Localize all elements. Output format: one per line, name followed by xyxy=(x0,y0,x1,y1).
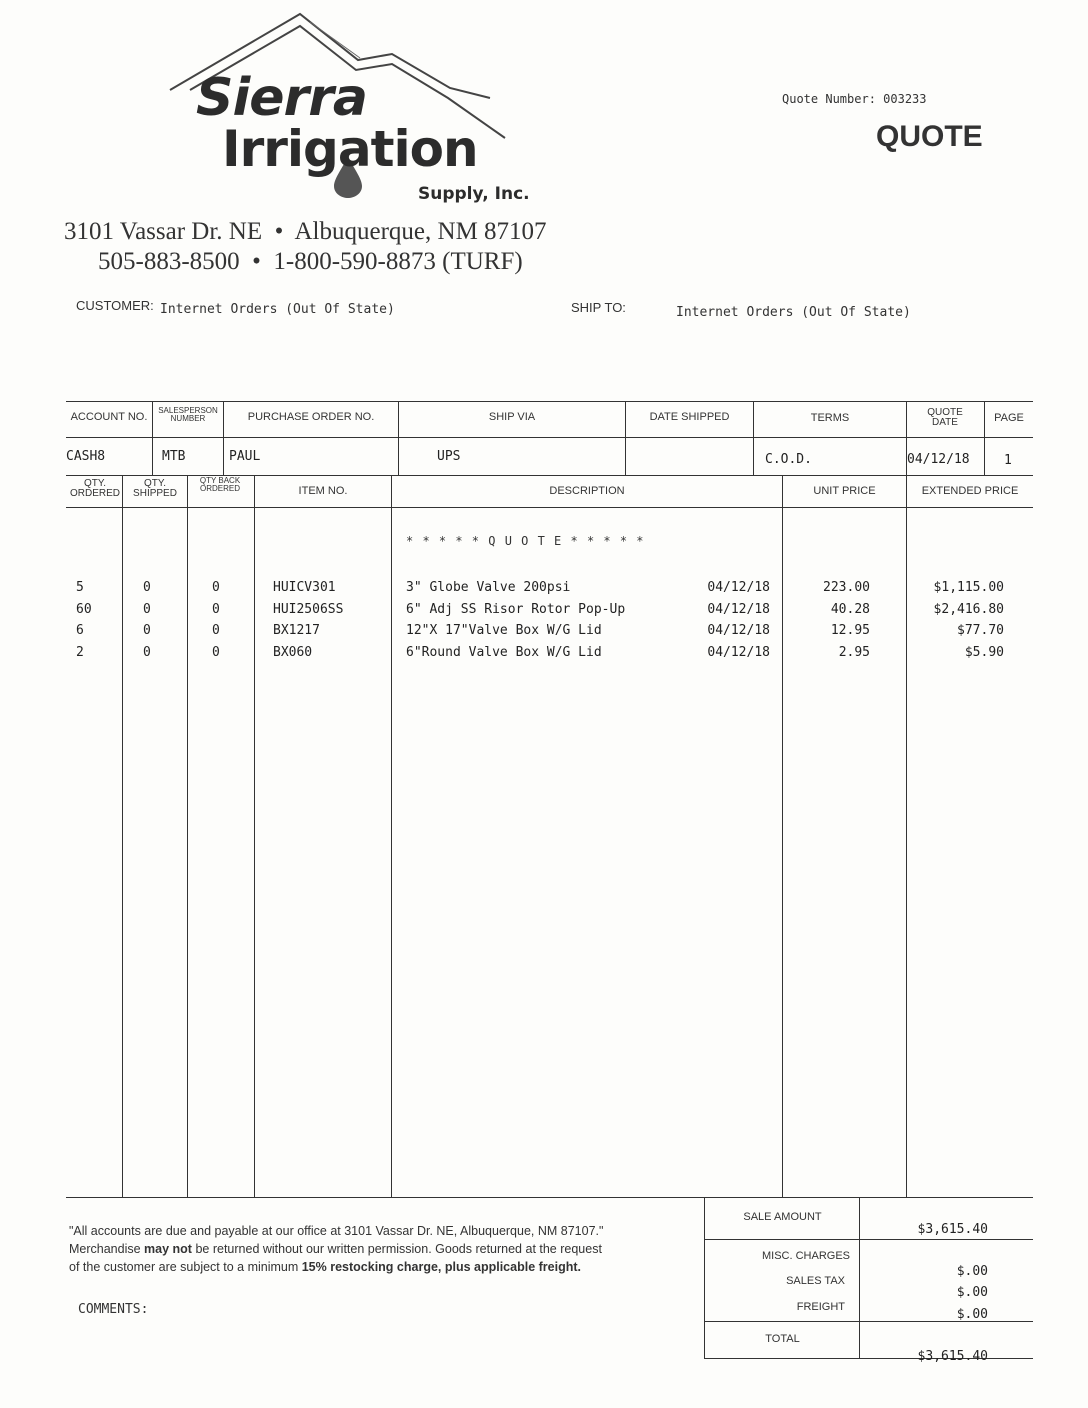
account-no-value: CASH8 xyxy=(66,449,106,464)
extended-price-cell: $1,115.00 xyxy=(933,580,1004,595)
unit-price-cell: 2.95 xyxy=(838,644,870,660)
col-qty-ordered: QTY. ORDERED xyxy=(69,478,120,499)
quote-date-value: 04/12/18 xyxy=(907,452,970,467)
total-label: TOTAL xyxy=(765,1333,800,1345)
col-qty-shipped: QTY. SHIPPED xyxy=(133,478,177,499)
misc-charges-value: $.00 xyxy=(956,1264,988,1279)
item-no-cell: BX1217 xyxy=(273,623,320,638)
terms-value: C.O.D. xyxy=(765,452,812,467)
qty-back-ordered-cell: 0 xyxy=(212,644,220,660)
misc-charges-label: MISC. CHARGES xyxy=(761,1250,850,1262)
description-cell: 6" Adj SS Risor Rotor Pop-Up xyxy=(406,601,626,617)
col-unit-price: UNIT PRICE xyxy=(813,485,876,497)
total-value: $3,615.40 xyxy=(917,1349,988,1364)
qty-shipped-cell: 0 xyxy=(143,644,151,660)
unit-price-cell: 40.28 xyxy=(830,601,870,617)
logo-word-irrigation: Irrigation xyxy=(222,120,478,178)
col-page: PAGE xyxy=(994,412,1024,424)
sales-tax-value: $.00 xyxy=(956,1285,988,1300)
qty-back-ordered-cell: 0 xyxy=(212,601,220,617)
terms-line-1: "All accounts are due and payable at our office at 3101 Vassar Dr. NE, Albuquerque, NM 87107." xyxy=(69,1224,604,1238)
col-description: DESCRIPTION xyxy=(549,485,625,497)
col-account-no: ACCOUNT NO. xyxy=(70,411,148,423)
line-date-cell: 04/12/18 xyxy=(707,601,770,617)
line-date-cell: 04/12/18 xyxy=(707,644,770,660)
col-po-no: PURCHASE ORDER NO. xyxy=(247,411,375,423)
page-value: 1 xyxy=(1004,453,1012,468)
company-address: 3101 Vassar Dr. NE • Albuquerque, NM 87107 xyxy=(64,218,547,245)
extended-price-cell: $77.70 xyxy=(957,623,1004,638)
terms-line-2: Merchandise may not be returned without our written permission. Goods returned at the request xyxy=(69,1242,602,1256)
qty-shipped-cell: 0 xyxy=(143,580,151,595)
item-no-cell: BX060 xyxy=(273,644,313,660)
qty-ordered-cell: 60 xyxy=(76,601,92,617)
quote-number-value: 003233 xyxy=(883,92,927,106)
qty-back-ordered-cell: 0 xyxy=(212,623,220,638)
extended-price-cell: $2,416.80 xyxy=(933,601,1004,617)
qty-back-ordered-cell: 0 xyxy=(212,580,220,595)
unit-price-cell: 12.95 xyxy=(830,623,870,638)
ship-via-value: UPS xyxy=(437,449,461,464)
sale-amount-label: SALE AMOUNT xyxy=(743,1211,822,1223)
customer-value: Internet Orders (Out Of State) xyxy=(160,302,395,317)
company-phones: 505-883-8500 • 1-800-590-8873 (TURF) xyxy=(98,248,523,275)
qty-ordered-cell: 5 xyxy=(76,580,84,595)
po-no-value: PAUL xyxy=(229,449,261,464)
line-date-cell: 04/12/18 xyxy=(707,623,770,638)
col-item-no: ITEM NO. xyxy=(298,485,348,497)
ship-to-label: SHIP TO: xyxy=(571,300,626,315)
comments-label: COMMENTS: xyxy=(78,1302,149,1317)
description-cell: 6"Round Valve Box W/G Lid xyxy=(406,644,602,660)
quote-number xyxy=(782,92,927,106)
terms-line-3: of the customer are subject to a minimum 15% restocking charge, plus applicable freight. xyxy=(69,1260,581,1274)
company-logo xyxy=(160,8,560,208)
salesperson-value: MTB xyxy=(162,449,186,464)
qty-shipped-cell: 0 xyxy=(143,623,151,638)
col-salesperson: SALESPERSON NUMBER xyxy=(158,406,218,423)
ship-to-value: Internet Orders (Out Of State) xyxy=(676,305,911,320)
qty-shipped-cell: 0 xyxy=(143,601,151,617)
freight-value: $.00 xyxy=(956,1307,988,1322)
sales-tax-label: SALES TAX xyxy=(786,1275,845,1287)
col-quote-date: QUOTE DATE xyxy=(927,407,963,428)
quote-banner: * * * * * Q U O T E * * * * * xyxy=(406,534,645,548)
col-ship-via: SHIP VIA xyxy=(488,411,536,423)
qty-ordered-cell: 2 xyxy=(76,644,84,660)
terms-notice xyxy=(69,1222,699,1276)
col-terms: TERMS xyxy=(810,412,850,424)
logo-word-supply: Supply, Inc. xyxy=(418,184,530,204)
quote-number-label: Quote Number: xyxy=(782,92,876,106)
description-cell: 12"X 17"Valve Box W/G Lid xyxy=(406,623,602,638)
sale-amount-value: $3,615.40 xyxy=(917,1222,988,1237)
unit-price-cell: 223.00 xyxy=(823,580,870,595)
col-date-shipped: DATE SHIPPED xyxy=(649,411,730,423)
freight-label: FREIGHT xyxy=(796,1301,845,1313)
col-qty-back-ordered: QTY BACK ORDERED xyxy=(199,476,241,493)
col-extended-price: EXTENDED PRICE xyxy=(921,485,1019,497)
extended-price-cell: $5.90 xyxy=(964,644,1004,660)
qty-ordered-cell: 6 xyxy=(76,623,84,638)
item-no-cell: HUICV301 xyxy=(273,580,336,595)
customer-label: CUSTOMER: xyxy=(76,298,154,313)
logo-word-sierra: Sierra xyxy=(196,68,367,128)
item-no-cell: HUI2506SS xyxy=(273,601,344,617)
document-title: QUOTE xyxy=(876,120,983,153)
line-date-cell: 04/12/18 xyxy=(707,580,770,595)
description-cell: 3" Globe Valve 200psi xyxy=(406,580,571,595)
